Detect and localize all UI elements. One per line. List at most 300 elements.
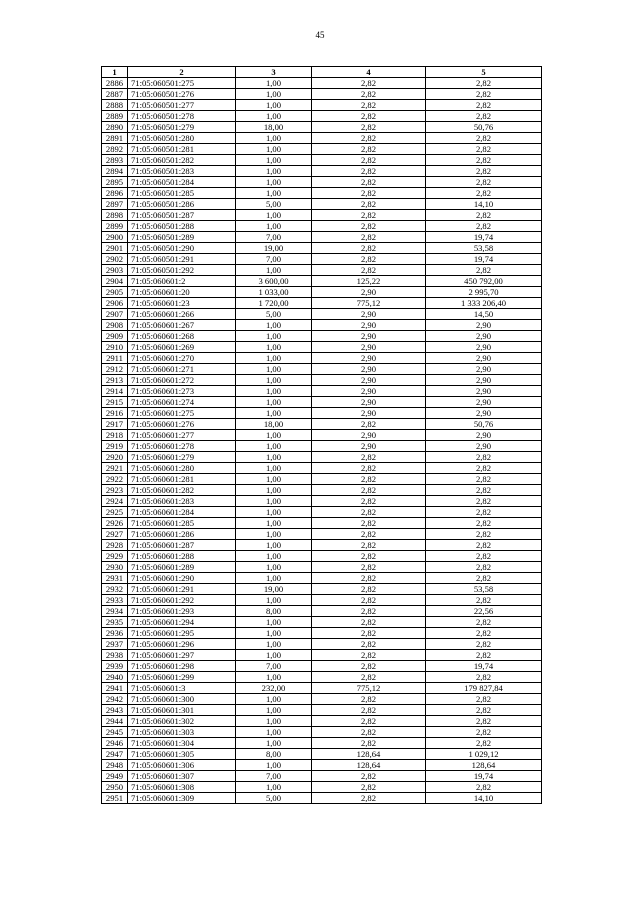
area-cell: 1,00 [236, 177, 312, 188]
cadastral-number-cell: 71:05:060501:277 [128, 100, 236, 111]
cadastral-number-cell: 71:05:060601:281 [128, 474, 236, 485]
table-row [102, 705, 542, 716]
row-number-cell: 2947 [102, 749, 128, 760]
row-number-cell: 2896 [102, 188, 128, 199]
area-cell: 1,00 [236, 507, 312, 518]
rate-cell: 2,82 [312, 463, 426, 474]
table-row [102, 452, 542, 463]
row-number-cell: 2910 [102, 342, 128, 353]
value-cell: 2,82 [426, 188, 542, 199]
cadastral-number-cell: 71:05:060601:297 [128, 650, 236, 661]
cadastral-number-cell: 71:05:060501:278 [128, 111, 236, 122]
rate-cell: 2,82 [312, 122, 426, 133]
value-cell: 2,82 [426, 507, 542, 518]
row-number-cell: 2912 [102, 364, 128, 375]
value-cell: 19,74 [426, 232, 542, 243]
value-cell: 2,82 [426, 210, 542, 221]
area-cell: 1,00 [236, 529, 312, 540]
rate-cell: 2,90 [312, 320, 426, 331]
area-cell: 5,00 [236, 793, 312, 804]
value-cell: 2,82 [426, 705, 542, 716]
column-header: 1 [102, 67, 128, 78]
cadastral-number-cell: 71:05:060501:283 [128, 166, 236, 177]
value-cell: 1 333 206,40 [426, 298, 542, 309]
value-cell: 2,82 [426, 727, 542, 738]
cadastral-number-cell: 71:05:060501:286 [128, 199, 236, 210]
area-cell: 3 600,00 [236, 276, 312, 287]
rate-cell: 2,90 [312, 353, 426, 364]
value-cell: 22,56 [426, 606, 542, 617]
table-row [102, 419, 542, 430]
row-number-cell: 2925 [102, 507, 128, 518]
table-row [102, 595, 542, 606]
table-row [102, 166, 542, 177]
area-cell: 1,00 [236, 452, 312, 463]
cadastral-number-cell: 71:05:060501:291 [128, 254, 236, 265]
row-number-cell: 2886 [102, 78, 128, 89]
area-cell: 1,00 [236, 738, 312, 749]
cadastral-number-cell: 71:05:060501:289 [128, 232, 236, 243]
row-number-cell: 2900 [102, 232, 128, 243]
table-row [102, 793, 542, 804]
rate-cell: 125,22 [312, 276, 426, 287]
rate-cell: 2,82 [312, 485, 426, 496]
rate-cell: 775,12 [312, 683, 426, 694]
table-row [102, 320, 542, 331]
column-header: 4 [312, 67, 426, 78]
table-row [102, 122, 542, 133]
row-number-cell: 2928 [102, 540, 128, 551]
row-number-cell: 2927 [102, 529, 128, 540]
table-row [102, 694, 542, 705]
value-cell: 2,82 [426, 518, 542, 529]
value-cell: 50,76 [426, 419, 542, 430]
cadastral-number-cell: 71:05:060601:276 [128, 419, 236, 430]
value-cell: 50,76 [426, 122, 542, 133]
area-cell: 1,00 [236, 551, 312, 562]
rate-cell: 2,82 [312, 221, 426, 232]
area-cell: 1,00 [236, 441, 312, 452]
row-number-cell: 2914 [102, 386, 128, 397]
area-cell: 1,00 [236, 672, 312, 683]
rate-cell: 2,82 [312, 100, 426, 111]
area-cell: 1,00 [236, 353, 312, 364]
area-cell: 1,00 [236, 496, 312, 507]
row-number-cell: 2929 [102, 551, 128, 562]
table-row [102, 408, 542, 419]
row-number-cell: 2906 [102, 298, 128, 309]
value-cell: 2,82 [426, 738, 542, 749]
value-cell: 14,50 [426, 309, 542, 320]
rate-cell: 2,90 [312, 375, 426, 386]
area-cell: 1,00 [236, 430, 312, 441]
rate-cell: 2,82 [312, 518, 426, 529]
cadastral-number-cell: 71:05:060601:293 [128, 606, 236, 617]
rate-cell: 2,82 [312, 793, 426, 804]
value-cell: 53,58 [426, 584, 542, 595]
cadastral-number-cell: 71:05:060601:306 [128, 760, 236, 771]
value-cell: 2,82 [426, 265, 542, 276]
area-cell: 19,00 [236, 584, 312, 595]
row-number-cell: 2901 [102, 243, 128, 254]
value-cell: 2,82 [426, 496, 542, 507]
column-header: 3 [236, 67, 312, 78]
area-cell: 1,00 [236, 188, 312, 199]
table-row [102, 386, 542, 397]
rate-cell: 2,90 [312, 430, 426, 441]
row-number-cell: 2902 [102, 254, 128, 265]
area-cell: 8,00 [236, 606, 312, 617]
value-cell: 14,10 [426, 793, 542, 804]
area-cell: 1,00 [236, 705, 312, 716]
cadastral-number-cell: 71:05:060601:285 [128, 518, 236, 529]
area-cell: 1,00 [236, 716, 312, 727]
area-cell: 1,00 [236, 639, 312, 650]
area-cell: 1,00 [236, 133, 312, 144]
value-cell: 2,90 [426, 320, 542, 331]
row-number-cell: 2941 [102, 683, 128, 694]
table-row [102, 628, 542, 639]
rate-cell: 2,82 [312, 540, 426, 551]
rate-cell: 2,82 [312, 771, 426, 782]
value-cell: 2,82 [426, 155, 542, 166]
rate-cell: 2,82 [312, 716, 426, 727]
table-row [102, 584, 542, 595]
page-number: 45 [315, 30, 325, 40]
cadastral-number-cell: 71:05:060501:279 [128, 122, 236, 133]
row-number-cell: 2899 [102, 221, 128, 232]
area-cell: 7,00 [236, 232, 312, 243]
table-row [102, 496, 542, 507]
value-cell: 2,82 [426, 529, 542, 540]
rate-cell: 2,82 [312, 452, 426, 463]
rate-cell: 2,82 [312, 738, 426, 749]
row-number-cell: 2937 [102, 639, 128, 650]
value-cell: 2,82 [426, 133, 542, 144]
cadastral-number-cell: 71:05:060601:294 [128, 617, 236, 628]
value-cell: 2 995,70 [426, 287, 542, 298]
rate-cell: 2,82 [312, 782, 426, 793]
area-cell: 1 720,00 [236, 298, 312, 309]
cadastral-number-cell: 71:05:060501:275 [128, 78, 236, 89]
value-cell: 2,90 [426, 342, 542, 353]
row-number-cell: 2888 [102, 100, 128, 111]
row-number-cell: 2897 [102, 199, 128, 210]
rate-cell: 2,82 [312, 573, 426, 584]
row-number-cell: 2887 [102, 89, 128, 100]
cadastral-number-cell: 71:05:060601:291 [128, 584, 236, 595]
table-row [102, 606, 542, 617]
rate-cell: 2,82 [312, 694, 426, 705]
value-cell: 2,82 [426, 485, 542, 496]
table-body [102, 78, 542, 804]
cadastral-number-cell: 71:05:060601:286 [128, 529, 236, 540]
cadastral-number-cell: 71:05:060601:280 [128, 463, 236, 474]
area-cell: 1,00 [236, 331, 312, 342]
rate-cell: 2,82 [312, 177, 426, 188]
area-cell: 1,00 [236, 320, 312, 331]
table-row [102, 474, 542, 485]
area-cell: 18,00 [236, 122, 312, 133]
table-row [102, 111, 542, 122]
rate-cell: 2,82 [312, 661, 426, 672]
area-cell: 1,00 [236, 485, 312, 496]
cadastral-number-cell: 71:05:060601:271 [128, 364, 236, 375]
table-row [102, 78, 542, 89]
cadastral-number-cell: 71:05:060601:289 [128, 562, 236, 573]
rate-cell: 2,82 [312, 639, 426, 650]
value-cell: 2,82 [426, 452, 542, 463]
row-number-cell: 2939 [102, 661, 128, 672]
cadastral-number-cell: 71:05:060601:274 [128, 397, 236, 408]
row-number-cell: 2907 [102, 309, 128, 320]
cadastral-number-cell: 71:05:060601:304 [128, 738, 236, 749]
cadastral-number-cell: 71:05:060501:287 [128, 210, 236, 221]
area-cell: 7,00 [236, 254, 312, 265]
value-cell: 2,82 [426, 111, 542, 122]
rate-cell: 2,82 [312, 188, 426, 199]
row-number-cell: 2932 [102, 584, 128, 595]
cadastral-number-cell: 71:05:060601:300 [128, 694, 236, 705]
table-row [102, 265, 542, 276]
rate-cell: 2,82 [312, 133, 426, 144]
row-number-cell: 2948 [102, 760, 128, 771]
rate-cell: 2,90 [312, 441, 426, 452]
table-row [102, 683, 542, 694]
cadastral-number-cell: 71:05:060601:283 [128, 496, 236, 507]
value-cell: 2,82 [426, 540, 542, 551]
row-number-cell: 2931 [102, 573, 128, 584]
value-cell: 2,90 [426, 441, 542, 452]
rate-cell: 2,82 [312, 419, 426, 430]
rate-cell: 2,82 [312, 111, 426, 122]
cadastral-number-cell: 71:05:060601:296 [128, 639, 236, 650]
rate-cell: 2,82 [312, 199, 426, 210]
value-cell: 2,82 [426, 463, 542, 474]
table-row [102, 727, 542, 738]
row-number-cell: 2909 [102, 331, 128, 342]
cadastral-number-cell: 71:05:060601:278 [128, 441, 236, 452]
cadastral-number-cell: 71:05:060601:272 [128, 375, 236, 386]
row-number-cell: 2889 [102, 111, 128, 122]
cadastral-number-cell: 71:05:060601:307 [128, 771, 236, 782]
row-number-cell: 2933 [102, 595, 128, 606]
rate-cell: 2,82 [312, 243, 426, 254]
cadastral-number-cell: 71:05:060501:281 [128, 144, 236, 155]
cadastral-number-cell: 71:05:060601:301 [128, 705, 236, 716]
value-cell: 53,58 [426, 243, 542, 254]
rate-cell: 2,82 [312, 705, 426, 716]
rate-cell: 2,82 [312, 551, 426, 562]
row-number-cell: 2934 [102, 606, 128, 617]
value-cell: 2,82 [426, 166, 542, 177]
rate-cell: 2,82 [312, 254, 426, 265]
table-row [102, 254, 542, 265]
value-cell: 2,82 [426, 573, 542, 584]
table-row [102, 342, 542, 353]
rate-cell: 2,90 [312, 386, 426, 397]
cadastral-number-cell: 71:05:060501:280 [128, 133, 236, 144]
area-cell: 1,00 [236, 221, 312, 232]
cadastral-number-cell: 71:05:060501:290 [128, 243, 236, 254]
rate-cell: 2,82 [312, 672, 426, 683]
table-row [102, 100, 542, 111]
data-table [101, 66, 542, 804]
table-row [102, 331, 542, 342]
area-cell: 1,00 [236, 342, 312, 353]
column-header: 2 [128, 67, 236, 78]
table-row [102, 375, 542, 386]
cadastral-number-cell: 71:05:060601:275 [128, 408, 236, 419]
value-cell: 2,82 [426, 650, 542, 661]
value-cell: 2,82 [426, 221, 542, 232]
area-cell: 1,00 [236, 760, 312, 771]
table-row [102, 485, 542, 496]
area-cell: 1,00 [236, 375, 312, 386]
row-number-cell: 2908 [102, 320, 128, 331]
area-cell: 1,00 [236, 562, 312, 573]
value-cell: 2,82 [426, 716, 542, 727]
table-row [102, 661, 542, 672]
area-cell: 1,00 [236, 397, 312, 408]
table-row [102, 155, 542, 166]
cadastral-number-cell: 71:05:060601:309 [128, 793, 236, 804]
area-cell: 1,00 [236, 89, 312, 100]
table-row [102, 177, 542, 188]
rate-cell: 2,90 [312, 408, 426, 419]
cadastral-number-cell: 71:05:060601:287 [128, 540, 236, 551]
table-row [102, 309, 542, 320]
row-number-cell: 2911 [102, 353, 128, 364]
area-cell: 7,00 [236, 661, 312, 672]
rate-cell: 2,82 [312, 496, 426, 507]
table-row [102, 287, 542, 298]
cadastral-number-cell: 71:05:060601:299 [128, 672, 236, 683]
row-number-cell: 2918 [102, 430, 128, 441]
row-number-cell: 2922 [102, 474, 128, 485]
table-row [102, 430, 542, 441]
rate-cell: 2,82 [312, 155, 426, 166]
row-number-cell: 2940 [102, 672, 128, 683]
rate-cell: 2,90 [312, 287, 426, 298]
row-number-cell: 2936 [102, 628, 128, 639]
cadastral-number-cell: 71:05:060601:302 [128, 716, 236, 727]
table-row [102, 298, 542, 309]
row-number-cell: 2945 [102, 727, 128, 738]
value-cell: 2,82 [426, 78, 542, 89]
value-cell: 19,74 [426, 254, 542, 265]
row-number-cell: 2917 [102, 419, 128, 430]
cadastral-number-cell: 71:05:060601:282 [128, 485, 236, 496]
value-cell: 2,82 [426, 562, 542, 573]
table-row [102, 353, 542, 364]
table-row [102, 364, 542, 375]
rate-cell: 2,90 [312, 364, 426, 375]
rate-cell: 2,82 [312, 507, 426, 518]
cadastral-number-cell: 71:05:060601:269 [128, 342, 236, 353]
row-number-cell: 2921 [102, 463, 128, 474]
table-row [102, 617, 542, 628]
cadastral-number-cell: 71:05:060601:267 [128, 320, 236, 331]
area-cell: 1,00 [236, 111, 312, 122]
rate-cell: 2,82 [312, 232, 426, 243]
table-row [102, 551, 542, 562]
row-number-cell: 2903 [102, 265, 128, 276]
cadastral-number-cell: 71:05:060601:20 [128, 287, 236, 298]
cadastral-number-cell: 71:05:060601:273 [128, 386, 236, 397]
value-cell: 2,82 [426, 639, 542, 650]
table-row [102, 639, 542, 650]
area-cell: 1,00 [236, 265, 312, 276]
value-cell: 19,74 [426, 771, 542, 782]
rate-cell: 2,82 [312, 617, 426, 628]
row-number-cell: 2920 [102, 452, 128, 463]
value-cell: 2,90 [426, 397, 542, 408]
rate-cell: 2,90 [312, 309, 426, 320]
rate-cell: 2,82 [312, 727, 426, 738]
value-cell: 179 827,84 [426, 683, 542, 694]
rate-cell: 2,90 [312, 331, 426, 342]
value-cell: 2,82 [426, 474, 542, 485]
row-number-cell: 2919 [102, 441, 128, 452]
cadastral-number-cell: 71:05:060601:288 [128, 551, 236, 562]
area-cell: 232,00 [236, 683, 312, 694]
row-number-cell: 2895 [102, 177, 128, 188]
rate-cell: 2,82 [312, 650, 426, 661]
area-cell: 1,00 [236, 166, 312, 177]
cadastral-number-cell: 71:05:060601:268 [128, 331, 236, 342]
table-row [102, 144, 542, 155]
rate-cell: 2,82 [312, 210, 426, 221]
cadastral-number-cell: 71:05:060601:295 [128, 628, 236, 639]
rate-cell: 2,82 [312, 166, 426, 177]
cadastral-number-cell: 71:05:060601:305 [128, 749, 236, 760]
value-cell: 2,82 [426, 782, 542, 793]
area-cell: 7,00 [236, 771, 312, 782]
value-cell: 2,90 [426, 408, 542, 419]
table-row [102, 441, 542, 452]
rate-cell: 2,82 [312, 144, 426, 155]
row-number-cell: 2892 [102, 144, 128, 155]
rate-cell: 2,82 [312, 628, 426, 639]
row-number-cell: 2898 [102, 210, 128, 221]
area-cell: 1,00 [236, 694, 312, 705]
area-cell: 5,00 [236, 309, 312, 320]
table-row [102, 518, 542, 529]
rate-cell: 2,82 [312, 562, 426, 573]
area-cell: 1,00 [236, 540, 312, 551]
cadastral-number-cell: 71:05:060601:270 [128, 353, 236, 364]
table-row [102, 243, 542, 254]
table-row [102, 529, 542, 540]
area-cell: 1,00 [236, 617, 312, 628]
table-row [102, 573, 542, 584]
table-row [102, 782, 542, 793]
table-row [102, 749, 542, 760]
area-cell: 1,00 [236, 573, 312, 584]
table-row [102, 133, 542, 144]
rate-cell: 2,82 [312, 595, 426, 606]
cadastral-number-cell: 71:05:060601:2 [128, 276, 236, 287]
row-number-cell: 2904 [102, 276, 128, 287]
value-cell: 14,10 [426, 199, 542, 210]
table-row [102, 463, 542, 474]
rate-cell: 128,64 [312, 749, 426, 760]
value-cell: 2,90 [426, 430, 542, 441]
row-number-cell: 2905 [102, 287, 128, 298]
row-number-cell: 2935 [102, 617, 128, 628]
area-cell: 8,00 [236, 749, 312, 760]
